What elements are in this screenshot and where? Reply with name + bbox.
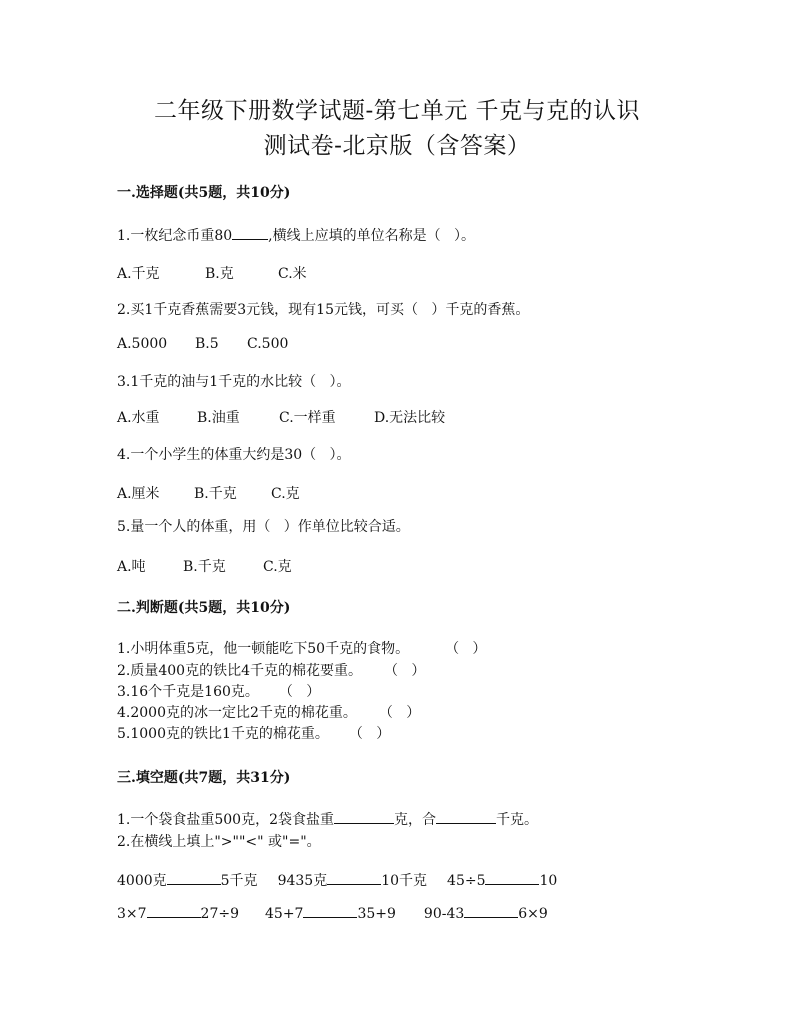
judgement-text: 5.1000克的铁比1千克的棉花重。 [117, 726, 329, 742]
compare-blank[interactable] [327, 872, 381, 885]
question-3-options [117, 407, 445, 427]
question-1-options [117, 263, 307, 283]
option-b[interactable]: B.5 [195, 336, 219, 352]
judgement-text: 1.小明体重5克，他一顿能吃下50千克的食物。 [117, 641, 410, 657]
judgement-item-3 [117, 681, 320, 701]
fill-question-1 [117, 809, 538, 829]
answer-blank[interactable] [232, 227, 268, 240]
question-3: 3.1千克的油与1千克的水比较（ ）。 [117, 374, 351, 390]
judgement-mark[interactable]: （ ） [278, 684, 321, 700]
question-4-options [117, 483, 300, 503]
judgement-mark[interactable]: （ ） [445, 641, 487, 657]
compare-left: 4000克 [117, 873, 167, 889]
question-2-options [117, 336, 288, 352]
compare-left: 90-43 [423, 906, 465, 922]
section-heading-choice: 一.选择题(共5题，共10分) [117, 185, 291, 201]
question-2: 2.买1千克香蕉需要3元钱，现有15元钱，可买（ ）千克的香蕉。 [117, 302, 530, 318]
option-c[interactable]: C.克 [271, 486, 300, 502]
judgement-item-5 [117, 723, 390, 743]
question-1-text-after: ,横线上应填的单位名称是（ ）。 [268, 228, 475, 244]
judgement-mark[interactable]: （ ） [384, 663, 426, 679]
page-title-line1: 二年级下册数学试题-第七单元 千克与克的认识 [153, 98, 641, 124]
option-c[interactable]: C.米 [278, 266, 307, 282]
fill-question-2: 2.在横线上填上">""<" 或"="。 [117, 834, 321, 850]
judgement-mark[interactable]: （ ） [348, 726, 391, 742]
compare-blank[interactable] [464, 905, 518, 918]
section-heading-judgement: 二.判断题(共5题，共10分) [117, 600, 291, 616]
judgement-text: 4.2000克的冰一定比2千克的棉花重。 [117, 705, 357, 721]
compare-left: 45÷5 [447, 873, 486, 889]
judgement-text: 3.16个千克是160克。 [117, 684, 259, 700]
compare-left: 9435克 [277, 873, 328, 889]
option-d[interactable]: D.无法比较 [374, 410, 446, 426]
judgement-mark[interactable]: （ ） [378, 705, 421, 721]
answer-blank[interactable] [436, 811, 496, 824]
option-c[interactable]: C.500 [247, 336, 289, 352]
option-a[interactable]: A.5000 [117, 336, 168, 352]
compare-blank[interactable] [485, 872, 539, 885]
compare-row-1 [117, 870, 557, 890]
section-heading-fill-in: 三.填空题(共7题，共31分) [117, 770, 291, 786]
compare-right: 10千克 [381, 873, 428, 889]
option-a[interactable]: A.千克 [117, 266, 160, 282]
compare-right: 10 [539, 873, 558, 889]
question-5: 5.量一个人的体重，用（ ）作单位比较合适。 [117, 519, 410, 535]
option-c[interactable]: C.一样重 [279, 410, 336, 426]
judgement-item-1 [117, 638, 486, 658]
compare-right: 27÷9 [200, 906, 239, 922]
answer-blank[interactable] [334, 811, 394, 824]
compare-blank[interactable] [303, 905, 357, 918]
compare-blank[interactable] [167, 872, 221, 885]
judgement-text: 2.质量400克的铁比4千克的棉花要重。 [117, 663, 362, 679]
compare-left: 3×7 [117, 906, 147, 922]
option-a[interactable]: A.吨 [117, 559, 146, 575]
judgement-item-2 [117, 660, 425, 680]
question-1-text-before: 1.一枚纪念币重80 [117, 228, 233, 244]
option-b[interactable]: B.油重 [197, 410, 240, 426]
option-a[interactable]: A.水重 [117, 410, 160, 426]
fill-question-1-text: 克，合 [394, 812, 436, 828]
compare-row-2 [117, 905, 548, 922]
compare-right: 5千克 [220, 873, 258, 889]
page-title-line2: 测试卷-北京版（含答案） [263, 133, 531, 159]
judgement-item-4 [117, 702, 420, 722]
compare-blank[interactable] [147, 905, 201, 918]
option-c[interactable]: C.克 [263, 559, 292, 575]
compare-left: 45+7 [265, 906, 304, 922]
question-1 [117, 225, 475, 245]
question-4: 4.一个小学生的体重大约是30（ ）。 [117, 447, 351, 463]
option-b[interactable]: B.克 [205, 266, 234, 282]
question-5-options [117, 556, 292, 576]
fill-question-1-text: 1.一个袋食盐重500克，2袋食盐重 [117, 812, 334, 828]
compare-right: 35+9 [357, 906, 396, 922]
fill-question-1-text: 千克。 [496, 812, 538, 828]
option-a[interactable]: A.厘米 [117, 486, 160, 502]
option-b[interactable]: B.千克 [183, 559, 226, 575]
compare-right: 6×9 [518, 906, 548, 922]
option-b[interactable]: B.千克 [194, 486, 237, 502]
